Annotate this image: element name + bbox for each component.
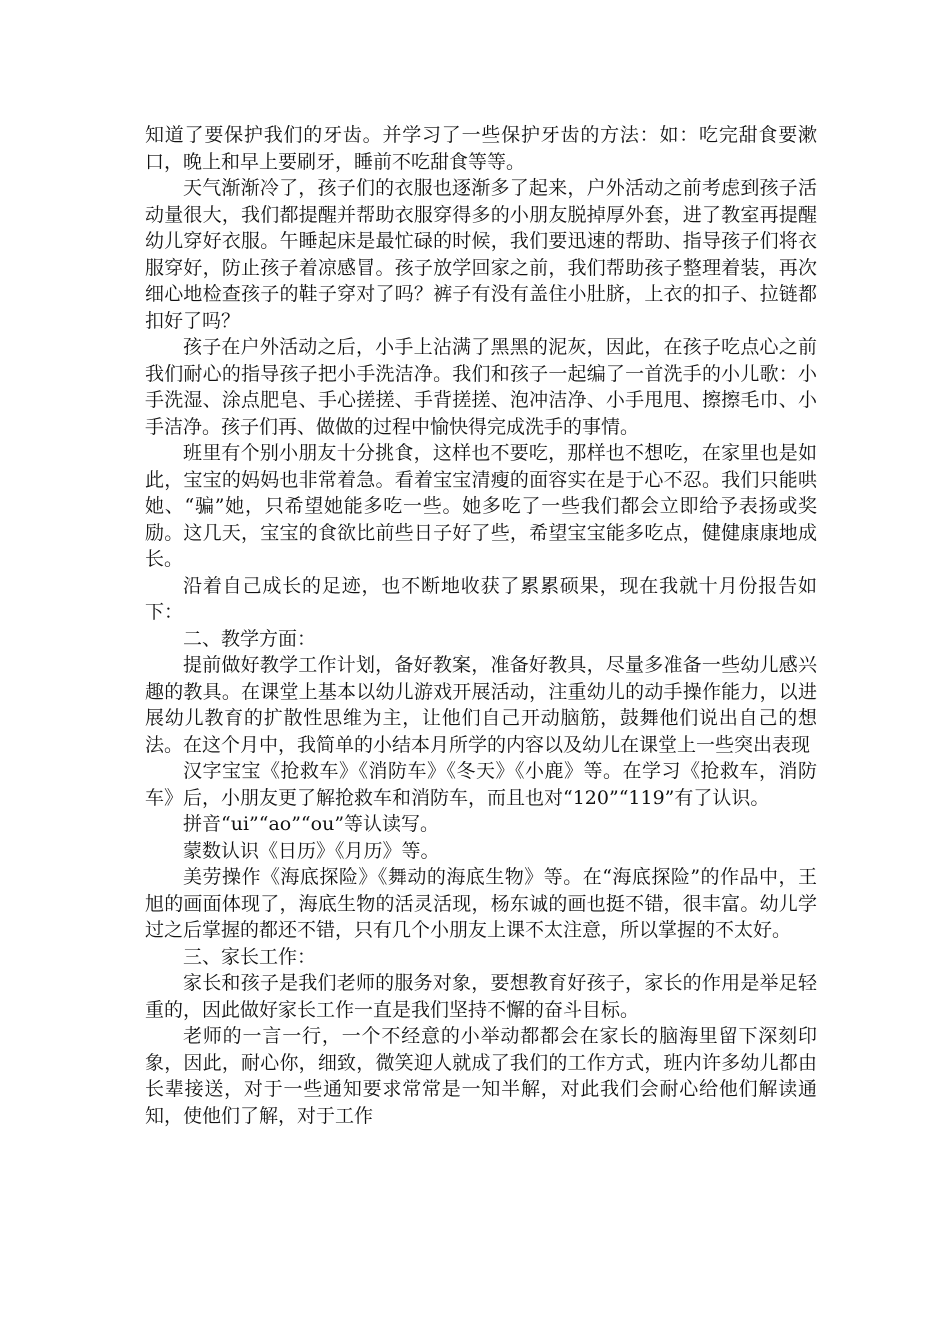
paragraph: 提前做好教学工作计划，备好教案，准备好教具，尽量多准备一些幼儿感兴趣的教具。在课堂上基本以幼儿游戏开展活动，注重幼儿的动手操作能力，以进展幼儿教育的扩散性思维为主，让他们自己开动脑筋，鼓舞他们说出自己的想法。在这个月中，我简单的小结本月所学的内容以及幼儿在课堂上一些突出表现 — [145, 654, 817, 756]
paragraph: 蒙数认识《日历》《月历》等。 — [183, 839, 440, 862]
document-page — [145, 122, 817, 1129]
paragraph: 班里有个别小朋友十分挑食，这样也不要吃，那样也不想吃，在家里也是如此，宝宝的妈妈也非常着急。看着宝宝清瘦的面容实在是于心不忍。我们只能哄她、“骗”她，只希望她能多吃一些。她多吃了一些我们都会立即给予表扬或奖励。这几天，宝宝的食欲比前些日子好了些，希望宝宝能多吃点，健健康康地成长。 — [145, 442, 817, 570]
paragraph: 家长和孩子是我们老师的服务对象，要想教育好孩子，家长的作用是举足轻重的，因此做好家长工作一直是我们坚持不懈的奋斗目标。 — [145, 972, 817, 1021]
section-heading: 二、教学方面： — [183, 627, 317, 650]
paragraph: 汉字宝宝《抢救车》《消防车》《冬天》《小鹿》等。在学习《抢救车，消防车》后，小朋友更了解抢救车和消防车，而且也对“120”“119”有了认识。 — [145, 760, 817, 809]
paragraph: 美劳操作《海底探险》《舞动的海底生物》等。在“海底探险”的作品中，王旭的画面体现了，海底生物的活灵活现，杨东诚的画也挺不错，很丰富。幼儿学过之后掌握的都还不错，只有几个小朋友上课不太注意，所以掌握的不太好。 — [145, 866, 817, 941]
paragraph: 孩子在户外活动之后，小手上沾满了黑黑的泥灰，因此，在孩子吃点心之前我们耐心的指导孩子把小手洗洁净。我们和孩子一起编了一首洗手的小儿歌：小手洗湿、涂点肥皂、手心搓搓、手背搓搓、泡冲洁净、小手甩甩、擦擦毛巾、小手洁净。孩子们再、做做的过程中愉快得完成洗手的事情。 — [145, 336, 817, 438]
paragraph: 知道了要保护我们的牙齿。并学习了一些保护牙齿的方法：如：吃完甜食要漱口，晚上和早上要刷牙，睡前不吃甜食等等。 — [145, 124, 817, 173]
paragraph: 沿着自己成长的足迹，也不断地收获了累累硕果，现在我就十月份报告如下： — [145, 574, 817, 623]
section-heading: 三、家长工作： — [183, 945, 317, 968]
paragraph: 天气渐渐冷了，孩子们的衣服也逐渐多了起来，户外活动之前考虑到孩子活动量很大，我们都提醒并帮助衣服穿得多的小朋友脱掉厚外套，进了教室再提醒幼儿穿好衣服。午睡起床是最忙碌的时候，我们要迅速的帮助、指导孩子们将衣服穿好，防止孩子着凉感冒。孩子放学回家之前，我们帮助孩子整理着装，再次细心地检查孩子的鞋子穿对了吗？裤子有没有盖住小肚脐，上衣的扣子、拉链都扣好了吗？ — [145, 177, 817, 332]
paragraph: 拼音“ui”“ao”“ou”等认读写。 — [183, 813, 440, 835]
paragraph: 老师的一言一行，一个不经意的小举动都都会在家长的脑海里留下深刻印象，因此，耐心你，细致，微笑迎人就成了我们的工作方式，班内许多幼儿都由长辈接送，对于一些通知要求常常是一知半解，对此我们会耐心给他们解读通知，使他们了解，对于工作 — [145, 1025, 817, 1127]
